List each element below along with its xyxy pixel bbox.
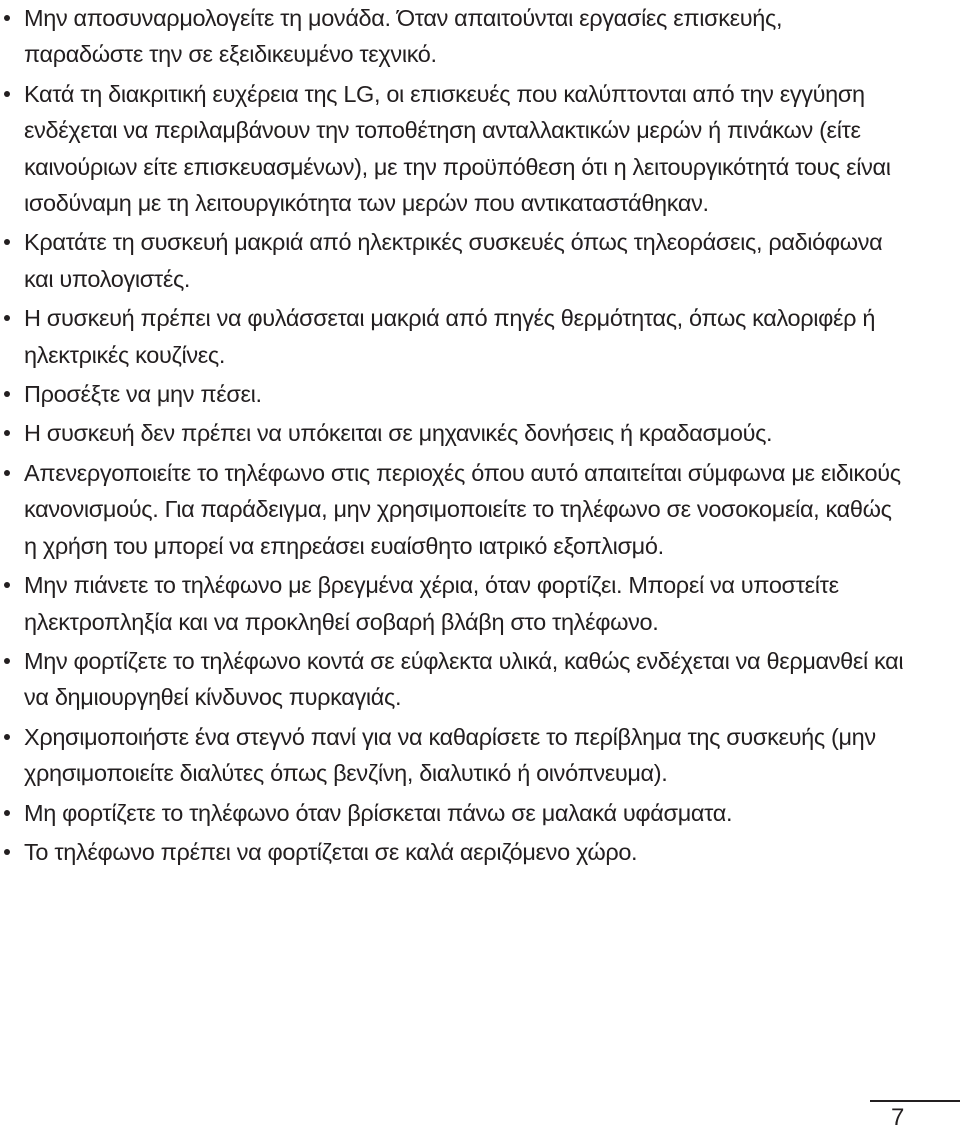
bullet-text: Το τηλέφωνο πρέπει να φορτίζεται σε καλά αεριζόμενο χώρο. [24, 838, 638, 865]
bullet-dot-icon [4, 91, 10, 97]
bullet-dot-icon [4, 315, 10, 321]
bullet-dot-icon [4, 849, 10, 855]
bullet-text: Μην φορτίζετε το τηλέφωνο κοντά σε εύφλεκτα υλικά, καθώς ενδέχεται να θερμανθεί και να δημιουργηθεί κίνδυνος πυρκαγιάς. [24, 647, 904, 711]
safety-bullet-list [4, 0, 904, 870]
bullet-dot-icon [4, 658, 10, 664]
bullet-item [4, 719, 904, 792]
bullet-item [4, 300, 904, 373]
bullet-dot-icon [4, 734, 10, 740]
bullet-text: Χρησιμοποιήστε ένα στεγνό πανί για να καθαρίσετε το περίβλημα της συσκευής (μην χρησιμοποιείτε διαλύτες όπως βενζίνη, διαλυτικό ή οινόπνευμα). [24, 723, 876, 787]
bullet-item [4, 643, 904, 716]
bullet-text: Η συσκευή δεν πρέπει να υπόκειται σε μηχανικές δονήσεις ή κραδασμούς. [24, 420, 773, 447]
bullet-dot-icon [4, 239, 10, 245]
bullet-dot-icon [4, 582, 10, 588]
bullet-text: Μη φορτίζετε το τηλέφωνο όταν βρίσκεται πάνω σε μαλακά υφάσματα. [24, 799, 733, 826]
footer-divider [870, 1100, 960, 1102]
bullet-dot-icon [4, 391, 10, 397]
bullet-dot-icon [4, 810, 10, 816]
bullet-item [4, 224, 904, 297]
bullet-text: Κρατάτε τη συσκευή μακριά από ηλεκτρικές συσκευές όπως τηλεοράσεις, ραδιόφωνα και υπολογιστές. [24, 229, 883, 292]
bullet-dot-icon [4, 470, 10, 476]
bullet-text: Προσέξτε να μην πέσει. [24, 381, 262, 408]
bullet-text: Κατά τη διακριτική ευχέρεια της LG, οι επισκευές που καλύπτονται από την εγγύηση ενδέχεται να περιλαμβάνουν την τοποθέτηση ανταλλακτικών μερών ή πινάκων (είτε καινούριων είτε επισκευασμένων), με την προϋπόθεση ότι η λειτουργικότητά τους είναι ισοδύναμη με τη λειτουργικότητα των μερών που αντικαταστάθηκαν. [24, 80, 891, 217]
bullet-text: Απενεργοποιείτε το τηλέφωνο στις περιοχές όπου αυτό απαιτείται σύμφωνα με ειδικούς κανονισμούς. Για παράδειγμα, μην χρησιμοποιείτε το τηλέφωνο σε νοσοκομεία, καθώς η χρήση του μπορεί να επηρεάσει ευαίσθητο ιατρικό εξοπλισμό. [24, 459, 901, 559]
bullet-item [4, 376, 904, 412]
bullet-item [4, 795, 904, 831]
bullet-text: Μην πιάνετε το τηλέφωνο με βρεγμένα χέρια, όταν φορτίζει. Μπορεί να υποστείτε ηλεκτροπληξία και να προκληθεί σοβαρή βλάβη στο τηλέφωνο. [24, 572, 839, 635]
bullet-dot-icon [4, 430, 10, 436]
bullet-item [4, 455, 904, 564]
page-number: 7 [891, 1104, 905, 1131]
bullet-item [4, 567, 904, 640]
bullet-item [4, 0, 904, 73]
bullet-item [4, 834, 904, 870]
bullet-text: Η συσκευή πρέπει να φυλάσσεται μακριά από πηγές θερμότητας, όπως καλοριφέρ ή ηλεκτρικές κουζίνες. [24, 305, 876, 368]
bullet-item [4, 415, 904, 451]
bullet-item [4, 76, 904, 222]
bullet-dot-icon [4, 15, 10, 21]
bullet-text: Μην αποσυναρμολογείτε τη μονάδα. Όταν απαιτούνται εργασίες επισκευής, παραδώστε την σε εξειδικευμένο τεχνικό. [24, 5, 783, 68]
